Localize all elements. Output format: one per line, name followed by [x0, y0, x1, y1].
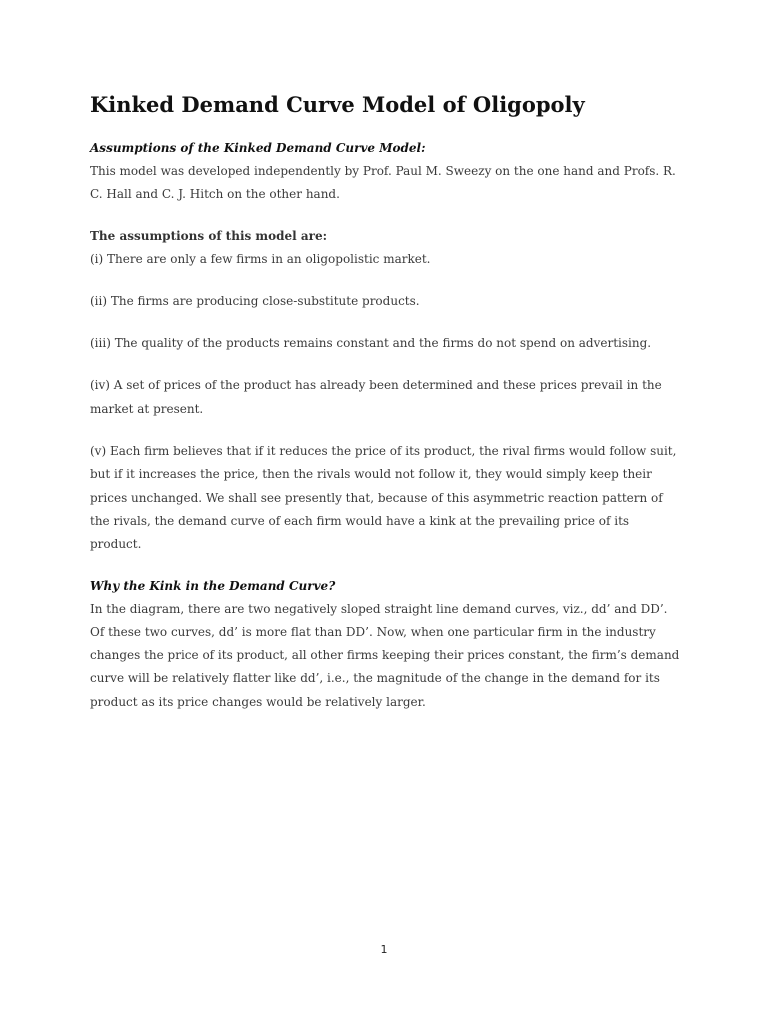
- assumption-item-4: (iv) A set of prices of the product has already been determined and these prices prevail in the market at present.: [90, 378, 662, 416]
- kink-heading: Why the Kink in the Demand Curve?: [90, 578, 336, 593]
- assumptions-list-heading: The assumptions of this model are:: [90, 228, 328, 243]
- page-number: 1: [380, 943, 388, 956]
- page-title: Kinked Demand Curve Model of Oligopoly: [90, 92, 585, 117]
- kink-paragraph: In the diagram, there are two negatively sloped straight line demand curves, viz., dd’ and DD’. Of these two curves, dd’ is more flat than DD’. Now, when one particular firm in the industry changes the price of its product, all other firms keeping their prices constant, the firm’s demand curve will be relatively flatter like dd’, i.e., the magnitude of the change in the demand for its product as its price changes would be relatively larger.: [90, 601, 680, 709]
- assumption-item-1: (i) There are only a few firms in an oligopolistic market.: [90, 251, 431, 266]
- intro-paragraph: This model was developed independently by Prof. Paul M. Sweezy on the one hand and Profs. R. C. Hall and C. J. Hitch on the other hand.: [90, 164, 676, 202]
- assumptions-heading: Assumptions of the Kinked Demand Curve Model:: [90, 141, 426, 155]
- document-page: [90, 90, 680, 714]
- assumption-item-3: (iii) The quality of the products remains constant and the firms do not spend on advertising.: [90, 336, 652, 351]
- assumption-item-2: (ii) The firms are producing close-substitute products.: [90, 293, 420, 308]
- assumption-item-5: (v) Each firm believes that if it reduces the price of its product, the rival firms would follow suit, but if it increases the price, then the rivals would not follow it, they would simply keep their prices unchanged. We shall see presently that, because of this asymmetric reaction pattern of the rivals, the demand curve of each firm would have a kink at the prevailing price of its product.: [90, 444, 677, 552]
